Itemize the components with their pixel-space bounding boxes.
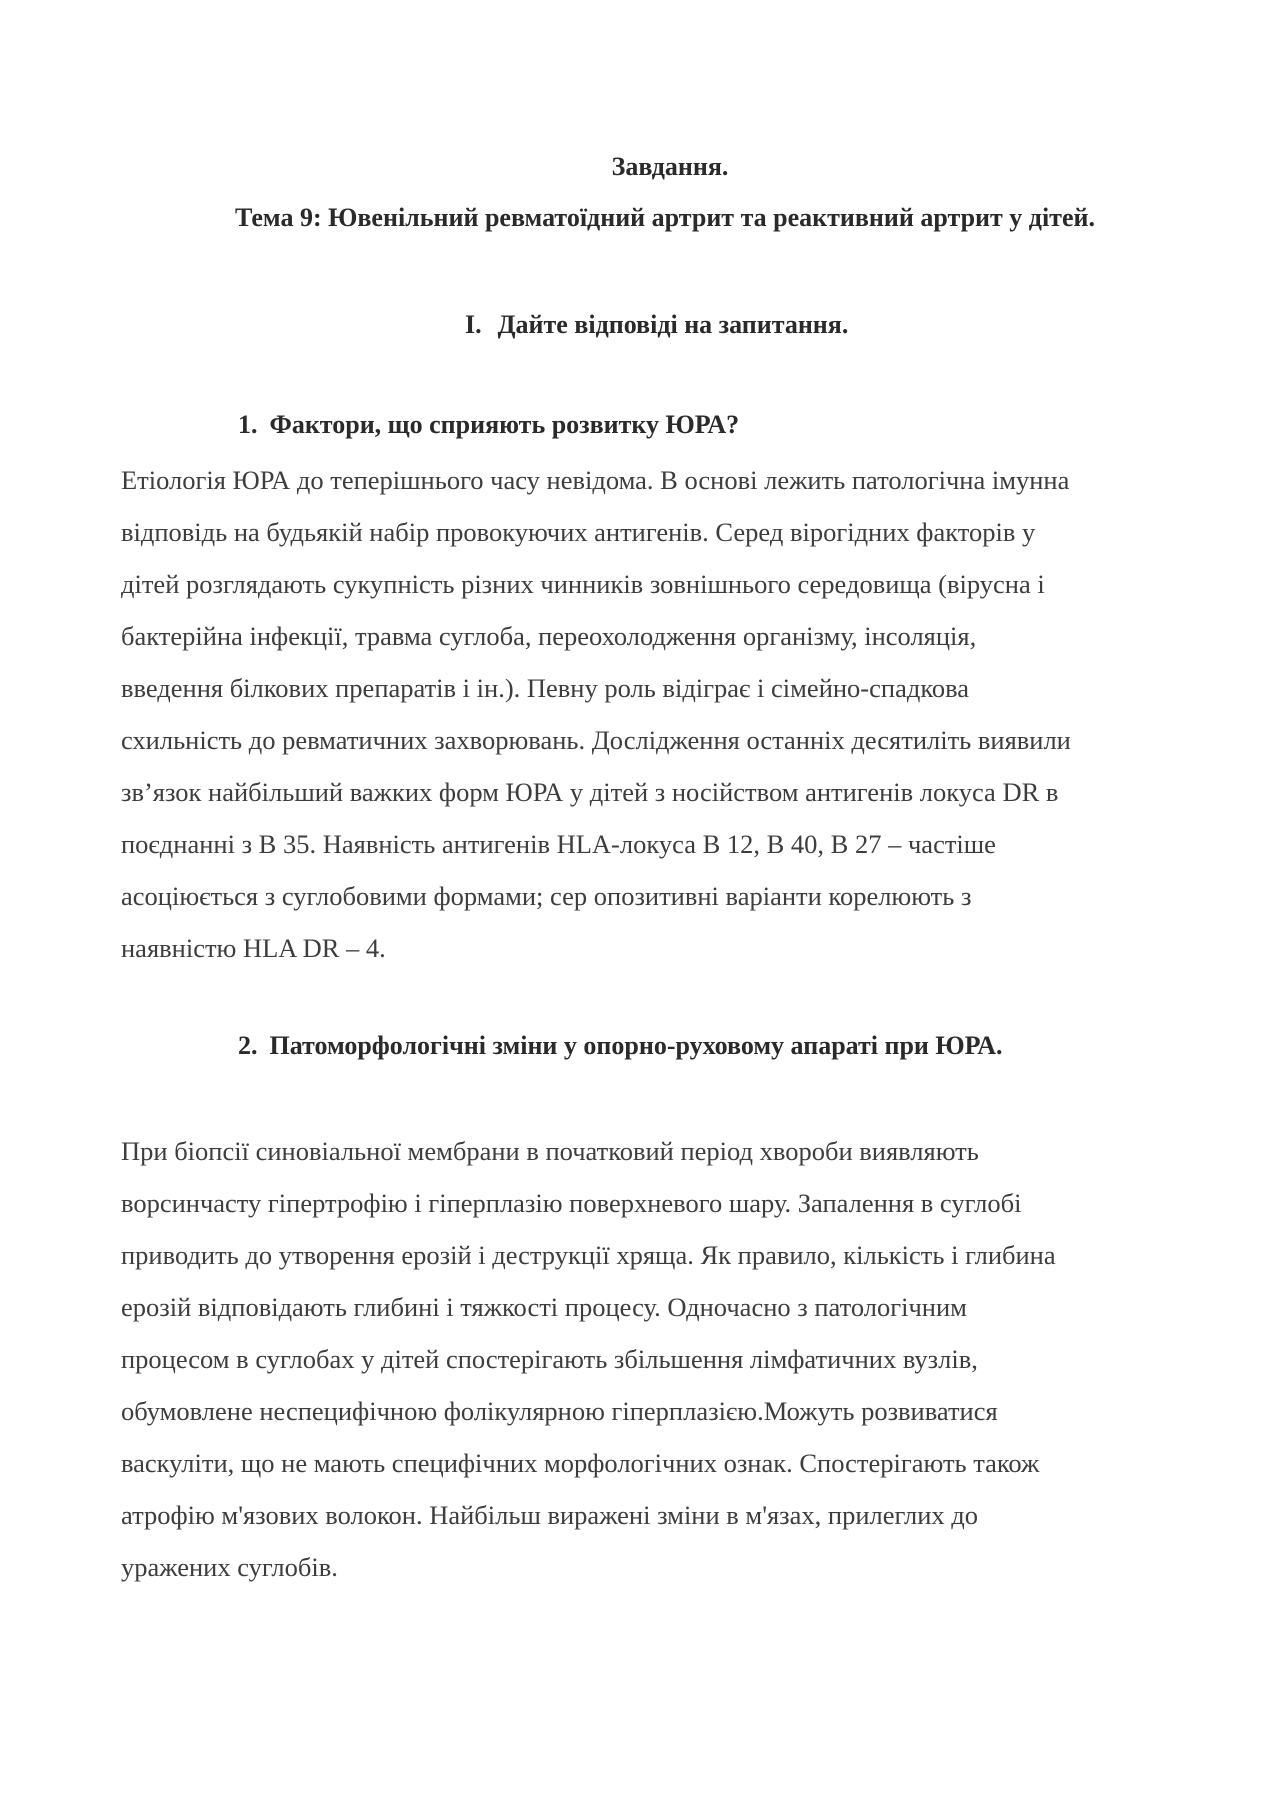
answer-line: При біопсії синовіальної мембрани в початковий період хвороби виявляють bbox=[121, 1136, 979, 1166]
answer-line: приводить до утворення ерозій і деструкції хряща. Як правило, кількість і глибина bbox=[121, 1240, 1056, 1270]
answer-line: асоціюється з суглобовими формами; сер опозитивні варіанти корелюють з bbox=[121, 881, 972, 911]
answer-line: бактерійна інфекції, травма суглоба, переохолодження організму, інсоляція, bbox=[121, 621, 977, 651]
question-1-number: 1. bbox=[238, 410, 258, 439]
question-1-title: Фактори, що сприяють розвитку ЮРА? bbox=[269, 410, 740, 439]
section-number: I. bbox=[465, 310, 482, 339]
answer-line: васкуліти, що не мають специфічних морфологічних ознак. Спостерігають також bbox=[121, 1448, 1040, 1478]
answer-line: Етіологія ЮРА до теперішнього часу невідома. В основі лежить патологічна імунна bbox=[121, 465, 1070, 495]
answer-line: наявністю HLA DR – 4. bbox=[121, 933, 386, 963]
answer-line: дітей розглядають сукупність різних чинників зовнішнього середовища (вірусна і bbox=[121, 569, 1045, 599]
question-2-answer bbox=[121, 1125, 1211, 1593]
section-title: Дайте відповіді на запитання. bbox=[497, 310, 849, 339]
answer-line: схильність до ревматичних захворювань. Дослідження останніх десятиліть виявили bbox=[121, 725, 1071, 755]
answer-line: процесом в суглобах у дітей спостерігають збільшення лімфатичних вузлів, bbox=[121, 1344, 978, 1374]
answer-line: ерозій відповідають глибині і тяжкості процесу. Одночасно з патологічним bbox=[121, 1292, 967, 1322]
answer-line: зв’язок найбільший важких форм ЮРА у дітей з носійством антигенів локуса DR в bbox=[121, 777, 1059, 807]
section-heading bbox=[465, 310, 848, 340]
question-2-number: 2. bbox=[238, 1031, 258, 1060]
question-2-heading bbox=[238, 1031, 1003, 1061]
answer-line: відповідь на будьякій набір провокуючих антигенів. Серед вірогідних факторів у bbox=[121, 517, 1036, 547]
answer-line: введення білкових препаратів і ін.). Певну роль відіграє і сімейно-спадкова bbox=[121, 673, 970, 703]
answer-line: атрофію м'язових волокон. Найбільш виражені зміни в м'язах, прилеглих до bbox=[121, 1500, 979, 1530]
answer-line: уражених суглобів. bbox=[121, 1552, 338, 1582]
question-1-heading bbox=[238, 410, 739, 440]
answer-line: ворсинчасту гіпертрофію і гіперплазію поверхневого шару. Запалення в суглобі bbox=[121, 1188, 1022, 1218]
document-title: Завдання. bbox=[611, 152, 729, 181]
topic-title: Тема 9: Ювенільний ревматоїдний артрит та реактивний артрит у дітей. bbox=[235, 203, 1095, 232]
answer-line: поєднанні з В 35. Наявність антигенів HLA-локуса В 12, В 40, В 27 – частіше bbox=[121, 829, 996, 859]
question-2-title: Патоморфологічні зміни у опорно-руховому апараті при ЮРА. bbox=[269, 1031, 1003, 1060]
answer-line: обумовлене неспецифічною фолікулярною гіперплазією.Можуть розвиватися bbox=[121, 1396, 998, 1426]
question-1-answer bbox=[121, 454, 1211, 974]
